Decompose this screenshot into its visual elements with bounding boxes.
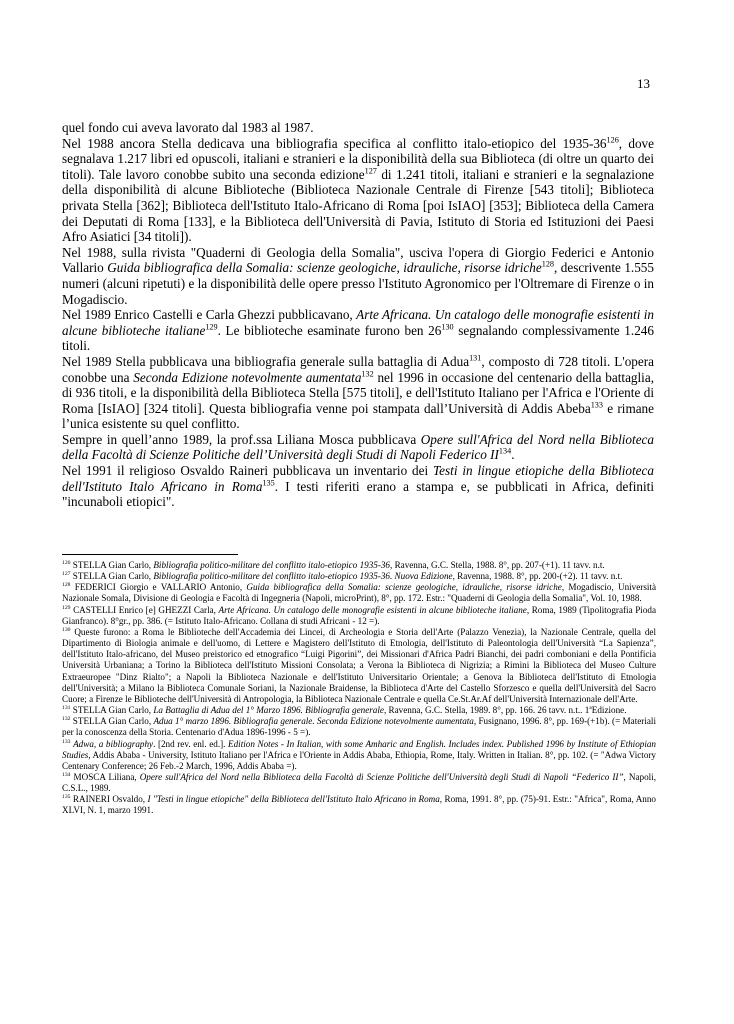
text-run: Addis Ababa - University, Istituto Italiano per l'Africa e l'Oriente in Addis Ababa, Ethiopia, Rome, Italy. Written in Italian. 8°, pp. 102. (= "Adwa Victory Centenary Conference; 26 Feb.-2 March, 1996, Addis Ababa =). [62, 749, 656, 771]
footnote-ref: 135 [62, 794, 71, 801]
text-run: Nel 1988 ancora Stella dedicava una bibliografia specifica al conflitto italo-etiopico del 1935-36 [62, 135, 607, 151]
footnote-ref: 129 [62, 604, 71, 611]
text-run: Queste furono: a Roma le Biblioteche dell'Accademia dei Lincei, di Archeologia e Storia dell'Arte (Palazzo Venezia), la Nazionale Centrale, quella del Dipartimento di Biologia animale e dell'uomo, di Lettere e Magistero dell'Istituto di Etnologia, dell'Istituto di Paleontologia dell'Università “La Sapienza”, dell'Istituto Italo-africano, del Museo preistorico ed etnografico “Luigi Pigorini”, dei Missionari d'Africa Padri Bianchi, dei padri comboniani e della Pontificia Università Urbaniana; a Torino la Biblioteca dell'Istituto Missioni Consolata; a Verona la Biblioteca di Nigrizia; a Rimini la Biblioteca del Museo Culture Extraeuropee "Dinz Rialto"; a Napoli la Biblioteca Nazionale e dell'Istituto Universitario Orientale; a Genova la Biblioteca dell'Istituto di Etnologia dell'Università; a Milano la Biblioteca Comunale Soriani, la Nazionale Braidense, la Biblioteca d'Arte del Castello Sforzesco e quella dell'Università del Sacro Cuore; a Firenze le Biblioteche dell'Università di Antropologia, la Biblioteca Nazionale Centrale e quella Ce.St.Ar.Af dell'Università Internazionale dell'Arte. [62, 626, 656, 704]
body-paragraph [62, 120, 654, 136]
body-paragraph [62, 432, 654, 463]
text-run: , Roma, 1991. 8°, pp. (75)-91. Estr.: "Africa", Roma, Anno XLVI, N. 1, marzo 1991. [62, 794, 656, 816]
footnote [62, 571, 656, 582]
footnote [62, 560, 656, 571]
italic-title: Guida bibliografica della Somalia: scienze geologiche, idrauliche, risorse idriche [107, 260, 542, 276]
footnote-ref: 130 [441, 322, 454, 332]
text-run: STELLA Gian Carlo, [70, 571, 154, 582]
footnote [62, 716, 656, 738]
body-paragraph [62, 245, 654, 307]
text-run: FEDERICI Giorgio e VALLARIO Antonio, [70, 582, 247, 593]
text-run: segnalando complessivamente 1.246 titoli. [62, 322, 654, 354]
footnote-ref: 133 [62, 738, 71, 745]
body-paragraph [62, 463, 654, 510]
text-run: . I testi riferiti erano a stampa e, se pubblicati in Africa, definiti "incunaboli etiopici". [62, 478, 654, 510]
text-run: , Ravenna, 1988. 8°, pp. 200-(+2). 11 tavv. n.t. [452, 571, 623, 582]
body-paragraph [62, 136, 654, 245]
footnote-ref: 127 [364, 166, 377, 176]
footnote-ref: 129 [205, 322, 218, 332]
text-run: . Le biblioteche esaminate furono ben 26 [217, 322, 442, 338]
footnote [62, 582, 656, 604]
italic-title: Arte Africana. Un catalogo delle monografie esistenti in alcune biblioteche italiane [218, 604, 527, 615]
italic-title: La Battaglia di Adua del 1° Marzo 1896. Bibliografia generale [153, 705, 384, 716]
text-run: STELLA Gian Carlo, [70, 705, 154, 716]
text-run: Sempre in quell’anno 1989, la prof.ssa Liliana Mosca pubblicava [62, 431, 421, 447]
text-run: RAINERI Osvaldo, [70, 794, 148, 805]
text-run: CASTELLI Enrico [e] GHEZZI Carla, [70, 604, 219, 615]
footnote-ref: a [589, 704, 592, 711]
text-run: di 1.241 titoli, italiani e stranieri e la segnalazione della disponibilità di alcune Biblioteche (Biblioteca Nazionale Centrale di Firenze [543 titoli]; Biblioteca privata Stella [362]; Biblioteca dell'Istituto Italo-Africano di Roma [poi IsIAO] [353]; Biblioteca della Camera dei Deputati di Roma [133], e la Biblioteca dell'Università di Pavia, Istituto di Storia ed Istituzioni dei Paesi Afro Asiatici [34 titoli]). [62, 166, 654, 245]
italic-title: Opere sull'Africa del Nord nella Biblioteca della Facoltà di Scienze Politiche dell'Università degli Studi di Napoli “Federico II” [139, 771, 624, 782]
text-run: , Roma, 1989 (Tipolitografia Pioda Gianfranco). 8°gr., pp. 386. (= Istituto Italo-Africano. Collana di studi Africani - 12 =). [62, 604, 656, 626]
footnote-ref: 130 [62, 626, 71, 633]
italic-title: Seconda Edizione notevolmente aumentata [133, 369, 362, 385]
text-run: , dove segnalava 1.217 libri ed opuscoli, italiani e stranieri e la disponibilità della sua Biblioteca (di oltre un quarto dei titoli). Tale lavoro conobbe subito una seconda edizione [62, 135, 654, 182]
text-run: quel fondo cui aveva lavorato dal 1983 al 1987. [62, 120, 314, 135]
text-run: . [511, 447, 515, 463]
text-run: , descrivente 1.555 numeri (alcuni ripetuti) e la disponibilità delle opere presso l'Istituto Agronomico per l'Oltremare di Firenze o in Mogadiscio. [62, 260, 654, 307]
text-run: Nel 1991 il religioso Osvaldo Raineri pubblicava un inventario dei [62, 463, 434, 479]
page-number: 13 [637, 76, 650, 91]
footnote-ref: 132 [361, 369, 374, 379]
italic-title: Testi in lingue etiopiche della Biblioteca dell'Istituto Italo Africano in Roma [62, 463, 654, 494]
text-run: , Ravenna, G.C. Stella, 1988. 8°, pp. 207-(+1). 11 tavv. n.t. [390, 560, 605, 570]
italic-title: Edition Notes - In Italian, with some Amharic and English. Includes index. Published 1996 by Institute of Ethiopian Studies, [62, 738, 656, 760]
text-run: , Mogadiscio, Università Nazionale Somala, Divisione di Geologia e Facoltà di Ingegneria (Napoli, microPrint), 8°, pp. 172. Estr.: "Quaderni di Geologia della Somalia", Vol. 10, 1988. [62, 582, 656, 604]
footnote [62, 739, 656, 772]
italic-title: I "Testi in lingue etiopiche" della Biblioteca dell'Istituto Italo Africano in Roma [147, 794, 440, 805]
text-run: STELLA Gian Carlo, [70, 716, 154, 727]
text-run: e rimane l’unica esistente su quel conflitto. [62, 400, 655, 432]
text-run: Nel 1989 Stella pubblicava una bibliografia generale sulla battaglia di Adua [62, 353, 470, 369]
footnote-ref: 133 [590, 400, 603, 410]
italic-title: Opere sull'Africa del Nord nella Biblioteca della Facoltà di Scienze Politiche dell’Università degli Studi di Napoli Federico II [62, 431, 654, 463]
footnote [62, 627, 656, 705]
footnote-ref: 135 [262, 478, 275, 488]
body-paragraph [62, 307, 654, 354]
body-text [62, 120, 654, 510]
footnote-ref: 128 [62, 582, 71, 589]
italic-title: Adua 1° marzo 1896. Bibliografia generale. Seconda Edizione notevolmente aumentata [153, 716, 474, 727]
footnotes [62, 560, 656, 817]
footnote-ref: 134 [62, 771, 71, 778]
footnote-ref: 132 [62, 716, 71, 723]
text-run: Nel 1989 Enrico Castelli e Carla Ghezzi pubblicavano, [62, 307, 357, 323]
footnote-ref: 131 [62, 704, 71, 711]
text-run: Edizione. [591, 705, 627, 716]
body-paragraph [62, 354, 654, 432]
italic-title: Adwa, a bibliography [73, 738, 154, 749]
italic-title: Arte Africana. Un catalogo delle monografie esistenti in alcune biblioteche italiane [62, 307, 655, 338]
text-run: , composto di 728 titoli. L'opera conobbe una [62, 353, 654, 385]
footnote-ref: 126 [606, 135, 619, 145]
footnote-ref: 127 [62, 571, 71, 578]
text-run: , Ravenna, G.C. Stella, 1989. 8°, pp. 166. 26 tavv. n.t.. 1 [383, 705, 590, 716]
text-run: nel 1996 in occasione del centenario della battaglia, di 936 titoli, e la disponibilità della Biblioteca Stella [575 titoli], e dell'Istituto Italiano per l'Africa e l'Oriente di Roma [IsIAO] [324 titoli]. Questa bibliografia venne poi stampata dall’Università di Addis Abeba [62, 369, 654, 416]
footnote [62, 794, 656, 816]
footnote-ref: 134 [498, 447, 512, 457]
footnote-ref: 131 [469, 353, 482, 363]
footnote-separator [62, 554, 238, 555]
footnote-ref: 128 [541, 259, 554, 269]
footnote [62, 605, 656, 627]
text-run: STELLA Gian Carlo, [70, 560, 154, 570]
text-run: Nel 1988, sulla rivista "Quaderni di Geologia della Somalia", usciva l'opera di Giorgio Federici e Antonio Vallario [62, 244, 654, 276]
italic-title: Bibliografia politico-militare del conflitto italo-etiopico 1935-36. Nuova Edizione [153, 571, 453, 582]
text-run: , Fusignano, 1996. 8°, pp. 169-(+1b). (= Materiali per la conoscenza della Storia. Centenario d'Adua 1896-1996 - 5 =). [62, 716, 656, 738]
italic-title: Bibliografia politico-militare del conflitto italo-etiopico 1935-36 [153, 560, 390, 570]
text-run: MOSCA Liliana, [70, 771, 140, 782]
text-run: . [2nd rev. enl. ed.]. [153, 738, 229, 749]
text-run: , Napoli, C.S.L., 1989. [62, 771, 656, 794]
footnote-ref: 126 [62, 559, 71, 566]
footnote [62, 772, 656, 794]
footnote [62, 705, 656, 716]
italic-title: Guida bibliografica della Somalia: scienze geologiche, idrauliche, risorse idriche [246, 582, 562, 593]
